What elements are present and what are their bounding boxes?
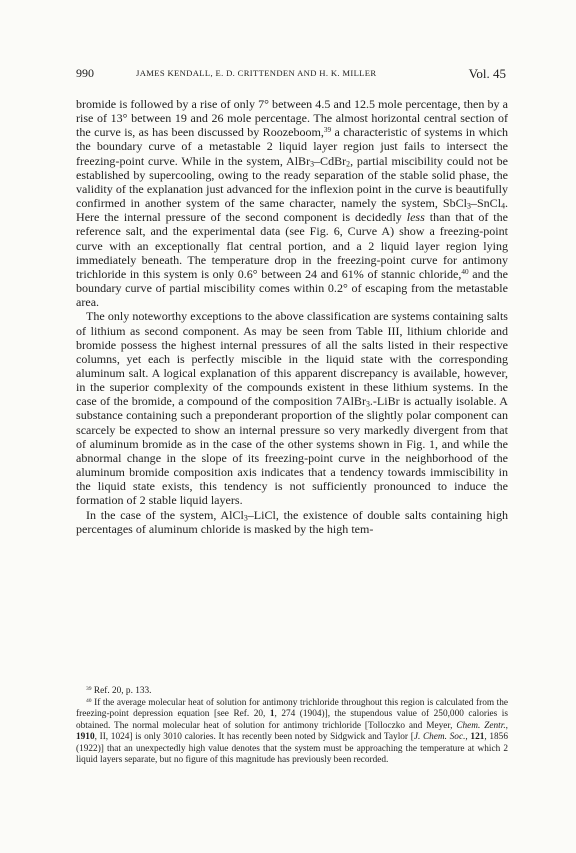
footnote-ref-40[interactable]: 40	[461, 267, 469, 276]
paragraph-2: The only noteworthy exceptions to the above classification are systems containing salts of lithium as second component. As may be seen from Table III, lithium chloride and bromide possess the highest internal pressures of all the salts listed in their respective columns, yet each is perfectly miscible in the liquid state with the corresponding aluminum salt. A logical explanation of this apparent discrepancy is available, however, in the superior complexity of the compounds existent in these lithium systems. In the case of the bromide, a compound of the composition 7AlBr$_3$.-LiBr is actually isolable. A substance containing such a preponderant proportion of the slightly polar component can scarcely be expected to show an internal pressure so very markedly divergent from that of aluminum bromide as in the case of the other systems shown in Fig. 1, and while the abnormal change in the slope of its freezing-point curve in the neighborhood of the aluminum bromide composition axis indicates that a tendency towards immiscibility in the liquid state exists, this tendency is not sufficiently pronounced to induce the formation of 2 stable liquid layers.	[76, 309, 508, 508]
author-line: JAMES KENDALL, E. D. CRITTENDEN AND H. K. MILLER	[136, 68, 377, 78]
footnote-39: $^{39}$ Ref. 20, p. 133.	[86, 685, 152, 696]
journal-citation: J. Chem. Soc.	[413, 732, 466, 742]
journal-citation: Chem. Zentr.	[456, 720, 506, 731]
emphasis-less: less	[406, 210, 425, 225]
footnote-ref-39[interactable]: 39	[323, 126, 332, 135]
paragraph-3: In the case of the system, AlCl$_3$–LiCl, the existence of double salts containing high percentages of aluminum chloride is masked by the high tem-	[76, 507, 509, 536]
footnote-40: $^{40}$ If the average molecular heat of solution for antimony trichloride throughout this region is calculated from the freezing-point depression equation [see Ref. 20, 1, 274 (1904)], the stupendous value of 250,000 calories is obtained. The normal molecular heat of solution for antimony trichloride [Tolloczko and Meyer, Chem. Zentr., 1910, II, 1024] is only 3010 calories. It has recently been noted by Sidgwick and Taylor [J. Chem. Soc., 121, 1856 (1922)] that an unexpectedly high value denotes that the system must be approaching the temperature at which 2 liquid layers separate, but no figure of this magnitude has previously been recorded.	[76, 697, 508, 765]
body-text	[76, 97, 508, 536]
running-head	[76, 66, 506, 84]
footnotes	[76, 686, 508, 767]
page-number: 990	[76, 66, 94, 80]
volume-label: Vol. 45	[468, 66, 506, 81]
paragraph-1: bromide is followed by a rise of only 7° between 4.5 and 12.5 mole percentage, then by a rise of 13° between 19 and 26 mole percentage. The almost horizontal central section of the curve is, as has been discussed by Roozeboom,$^{39}$ a characteristic of systems in which the boundary curve of a metastable 2 liquid layer region just fails to intersect the freezing-point curve. While in the system, AlBr$_3$–CdBr$_2$, partial miscibility could not be established by supercooling, owing to the ready separation of the stable solid phase, the validity of the explanation just advanced for the inflexion point in the curve is beautifully confirmed in another system of the same character, namely the system, SbCl$_3$–SnCl$_4$. Here the internal pressure of the second component is decidedly less than that of the reference salt, and the experimental data (see Fig. 6, Curve A) show a freezing-point curve with an exceptionally flat central portion, and a 2 liquid layer region lying immediately beneath. The temperature drop in the freezing-point curve for antimony trichloride in this system is only 0.6° between 24 and 61% of stannic chloride,$^{40}$ and the boundary curve of partial miscibility comes within 0.2° of escaping from the metastable area.	[76, 97, 509, 310]
